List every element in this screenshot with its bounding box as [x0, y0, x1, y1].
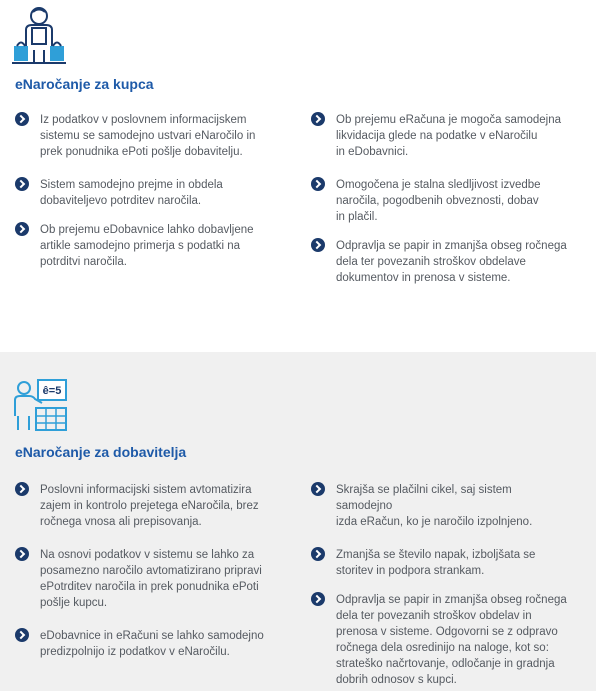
- chevron-right-icon: [311, 592, 325, 606]
- list-item-text: Ob prejemu eDobavnice lahko dobavljene artikle samodejno primerja s podatki na potrditvi naročila.: [40, 224, 254, 268]
- board-formula: ê=5: [42, 385, 62, 397]
- list-item: [311, 547, 571, 579]
- list-item: [15, 112, 275, 160]
- chevron-right-icon: [311, 112, 325, 126]
- buyer-with-bags-icon: [12, 6, 66, 64]
- list-item: [15, 628, 275, 660]
- list-item-text: Ob prejemu eRačuna je mogoča samodejna likvidacija glede na podatke v eNaročilu in eDobavnici.: [336, 114, 562, 158]
- chevron-right-icon: [15, 177, 29, 191]
- list-item-text: Poslovni informacijski sistem avtomatizira zajem in kontrolo prejetega eNaročila, brez ročnega vnosa ali prepisovanja.: [40, 484, 259, 528]
- list-item-text: Na osnovi podatkov v sistemu se lahko za posamezno naročilo avtomatizirano pripravi ePotrditev naročila in prek ponudnika ePoti pošlje kupcu.: [40, 549, 262, 609]
- buyer-title: eNaročanje za kupca: [15, 76, 154, 92]
- chevron-right-icon: [15, 112, 29, 126]
- supplier-title: eNaročanje za dobavitelja: [15, 444, 187, 460]
- list-item-text: Odpravlja se papir in zmanjša obseg ročnega dela ter povezanih stroškov obdelav in prenosa v sisteme. Odgovorni se z odpravo ročnega dela osredinijo na naloge, kot so: strateško načrtovanje, odločanje in gradnja dobrih odnosov s kupci.: [336, 594, 567, 686]
- list-item-text: Sistem samodejno prejme in obdela dobaviteljevo potrditev naročila.: [40, 179, 223, 207]
- list-item-text: Iz podatkov v poslovnem informacijskem sistemu se samodejno ustvari eNaročilo in prek ponudnika ePoti pošlje dobavitelju.: [40, 114, 256, 158]
- list-item: [311, 177, 571, 225]
- chevron-right-icon: [311, 547, 325, 561]
- list-item: [15, 177, 275, 209]
- list-item: [15, 482, 275, 530]
- chevron-right-icon: [15, 628, 29, 642]
- list-item-text: Skrajša se plačilni cikel, saj sistem samodejno izda eRačun, ko je naročilo izpolnjeno.: [336, 484, 533, 528]
- list-item-text: Omogočena je stalna sledljivost izvedbe naročila, pogodbenih obveznosti, dobav in plačil.: [336, 179, 541, 223]
- chevron-right-icon: [311, 482, 325, 496]
- chevron-right-icon: [15, 547, 29, 561]
- list-item-text: Zmanjša se število napak, izboljšata se storitev in podpora strankam.: [336, 549, 536, 577]
- buyer-right-list: [311, 112, 571, 286]
- list-item: [311, 592, 571, 688]
- list-item: [311, 112, 571, 160]
- list-item-text: eDobavnice in eRačuni se lahko samodejno predizpolnijo iz podatkov v eNaročilu.: [40, 630, 264, 658]
- chevron-right-icon: [15, 482, 29, 496]
- chevron-right-icon: [15, 222, 29, 236]
- list-item: [15, 222, 275, 270]
- list-item: [15, 547, 275, 611]
- presenter-at-board-icon: [12, 376, 68, 432]
- supplier-left-list: [15, 482, 275, 660]
- chevron-right-icon: [311, 238, 325, 252]
- supplier-section: [0, 352, 596, 691]
- list-item: [311, 482, 571, 530]
- chevron-right-icon: [311, 177, 325, 191]
- list-item: [311, 238, 571, 286]
- buyer-left-list: [15, 112, 275, 270]
- supplier-right-list: [311, 482, 571, 688]
- list-item-text: Odpravlja se papir in zmanjša obseg ročnega dela ter povezanih stroškov obdelave dokumentov in prenosa v sisteme.: [336, 240, 567, 284]
